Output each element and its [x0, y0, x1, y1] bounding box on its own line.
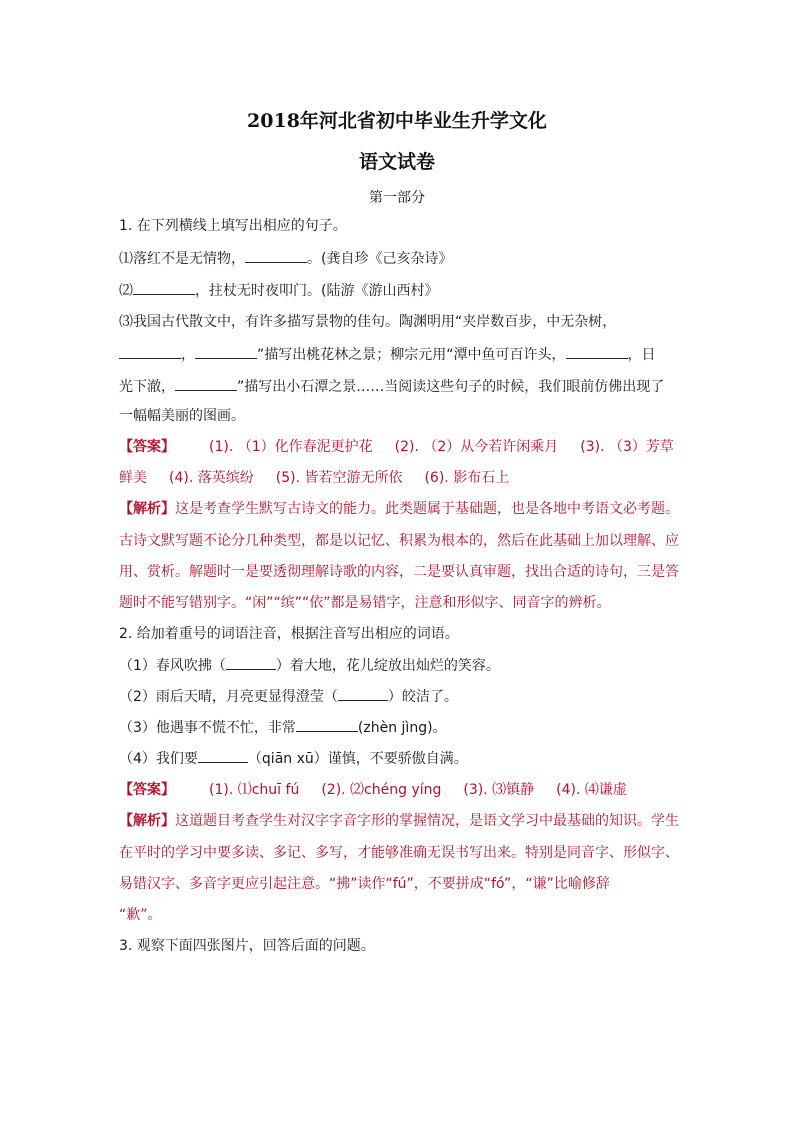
q1-part3-line4: 一幅幅美丽的图画。	[119, 408, 245, 424]
fill-blank	[198, 748, 248, 763]
q1-part3-line3-lead: 光下澈，	[119, 379, 175, 395]
q2-item3	[119, 717, 447, 738]
q1-part3-sep: ，	[181, 347, 195, 363]
fill-blank	[195, 344, 257, 359]
exam-subtitle: 语文试卷	[358, 151, 435, 173]
fill-blank	[119, 344, 181, 359]
q2-item1	[119, 655, 500, 676]
answer-item: (6). 影布石上	[424, 470, 510, 486]
q1-part2-tail: ，拄杖无时夜叩门。(陆游《游山西村》	[195, 283, 439, 299]
q1-part2-lead: ⑵	[119, 283, 133, 299]
exam-title: 2018年河北省初中毕业生升学文化	[247, 110, 547, 132]
answer-item: (2). ⑵chéng yíng	[321, 782, 442, 798]
answer-item: (1). ⑴chuī fú	[209, 782, 300, 798]
answer-item: (2). （2）从今若许闲乘月	[394, 439, 559, 455]
answer-label: 【答案】	[119, 439, 175, 455]
answer-item: 鲜美	[119, 470, 147, 486]
q2-analysis-line3: 易错汉字、多音字更应引起注意。“拂”读作“fú”，不要拼成“fó”，“谦”比喻修辞	[119, 876, 610, 892]
fill-blank	[245, 248, 307, 263]
answer-item: (4). 落英缤纷	[169, 470, 254, 486]
analysis-label: 【解析】	[119, 501, 175, 517]
q1-part3-line3-tail: ”描写出小石潭之景……当阅读这些句子的时候，我们眼前仿佛出现了	[237, 379, 665, 395]
answer-label: 【答案】	[119, 782, 175, 798]
q1-part1	[119, 248, 452, 269]
q1-part3-mid: ”描写出桃花林之景；柳宗元用“潭中鱼可百许头，	[257, 347, 566, 363]
q1-part3-line3	[119, 376, 664, 397]
fill-blank	[175, 376, 237, 391]
fill-blank	[226, 655, 276, 670]
q2-item2-lead: （2）雨后天晴，月亮更显得澄莹（	[119, 689, 338, 705]
q2-item4	[119, 748, 468, 769]
q2-analysis-line2: 在平时的学习中要多读、多记、多写，才能够准确无误书写出来。特别是同音字、形似字、	[119, 845, 679, 861]
q2-item1-lead: （1）春风吹拂（	[119, 658, 226, 674]
q2-stem: 2. 给加着重号的词语注音，根据注音写出相应的词语。	[119, 626, 459, 642]
q2-item4-lead: （4）我们要	[119, 751, 198, 767]
analysis-label: 【解析】	[119, 813, 175, 829]
q1-part3-line2	[119, 344, 656, 365]
answer-item: (4). ⑷谦虚	[556, 782, 627, 798]
analysis-text: 这是考查学生默写古诗文的能力。此类题属于基础题，也是各地中考语文必考题。	[175, 501, 679, 517]
answer-item: (3). ⑶镇静	[463, 782, 535, 798]
q1-part1-lead: ⑴落红不是无情物，	[119, 251, 245, 267]
q1-part3-end: ，日	[627, 347, 656, 363]
section-heading: 第一部分	[369, 190, 425, 206]
fill-blank	[566, 344, 628, 359]
analysis-text: 这道题目考查学生对汉字字音字形的掌握情况，是语文学习中最基础的知识。学生	[175, 813, 679, 829]
q2-analysis-line4: “歉”。	[119, 907, 162, 923]
answer-item: (1). （1）化作春泥更护花	[209, 439, 373, 455]
q2-analysis-line1	[119, 811, 679, 831]
q2-answer-line	[119, 780, 627, 800]
q1-answer-line1	[119, 437, 674, 457]
q3-stem: 3. 观察下面四张图片，回答后面的问题。	[119, 938, 375, 954]
q1-stem: 1. 在下列横线上填写出相应的句子。	[119, 218, 347, 234]
fill-blank	[338, 686, 388, 701]
answer-item: (3). （3）芳草	[580, 439, 674, 455]
q2-item3-tail: (zhèn jìng)。	[357, 720, 447, 736]
q1-analysis-line2: 古诗文默写题不论分几种类型，都是以记忆、积累为根本的，然后在此基础上加以理解、应	[119, 533, 679, 549]
q1-analysis-line4: 题时不能写错别字。“闲”“缤”“依”都是易错字，注意和形似字、同音字的辨析。	[119, 595, 611, 611]
q1-part3-line1: ⑶我国古代散文中，有许多描写景物的佳句。陶渊明用“夹岸数百步，中无杂树，	[119, 314, 617, 330]
q1-answer-line2	[119, 468, 509, 488]
q2-item2-tail: ）皎洁了。	[387, 689, 458, 705]
q2-item3-lead: （3）他遇事不慌不忙，非常	[119, 720, 296, 736]
q2-item4-tail: （qiān xū）谨慎，不要骄傲自满。	[247, 751, 468, 767]
q2-item2	[119, 686, 458, 707]
fill-blank	[133, 280, 195, 295]
answer-item: (5). 皆若空游无所依	[275, 470, 403, 486]
q1-part1-tail: 。(龚自珍《己亥杂诗》	[307, 251, 453, 267]
q1-analysis-line3: 用、赏析。解题时一是要透彻理解诗歌的内容，二是要认真审题，找出合适的诗句，三是答	[119, 564, 679, 580]
q2-item1-tail: ）着大地，花儿绽放出灿烂的笑容。	[275, 658, 500, 674]
q1-part2	[119, 280, 438, 301]
fill-blank	[296, 717, 358, 732]
q1-analysis-line1	[119, 499, 679, 519]
